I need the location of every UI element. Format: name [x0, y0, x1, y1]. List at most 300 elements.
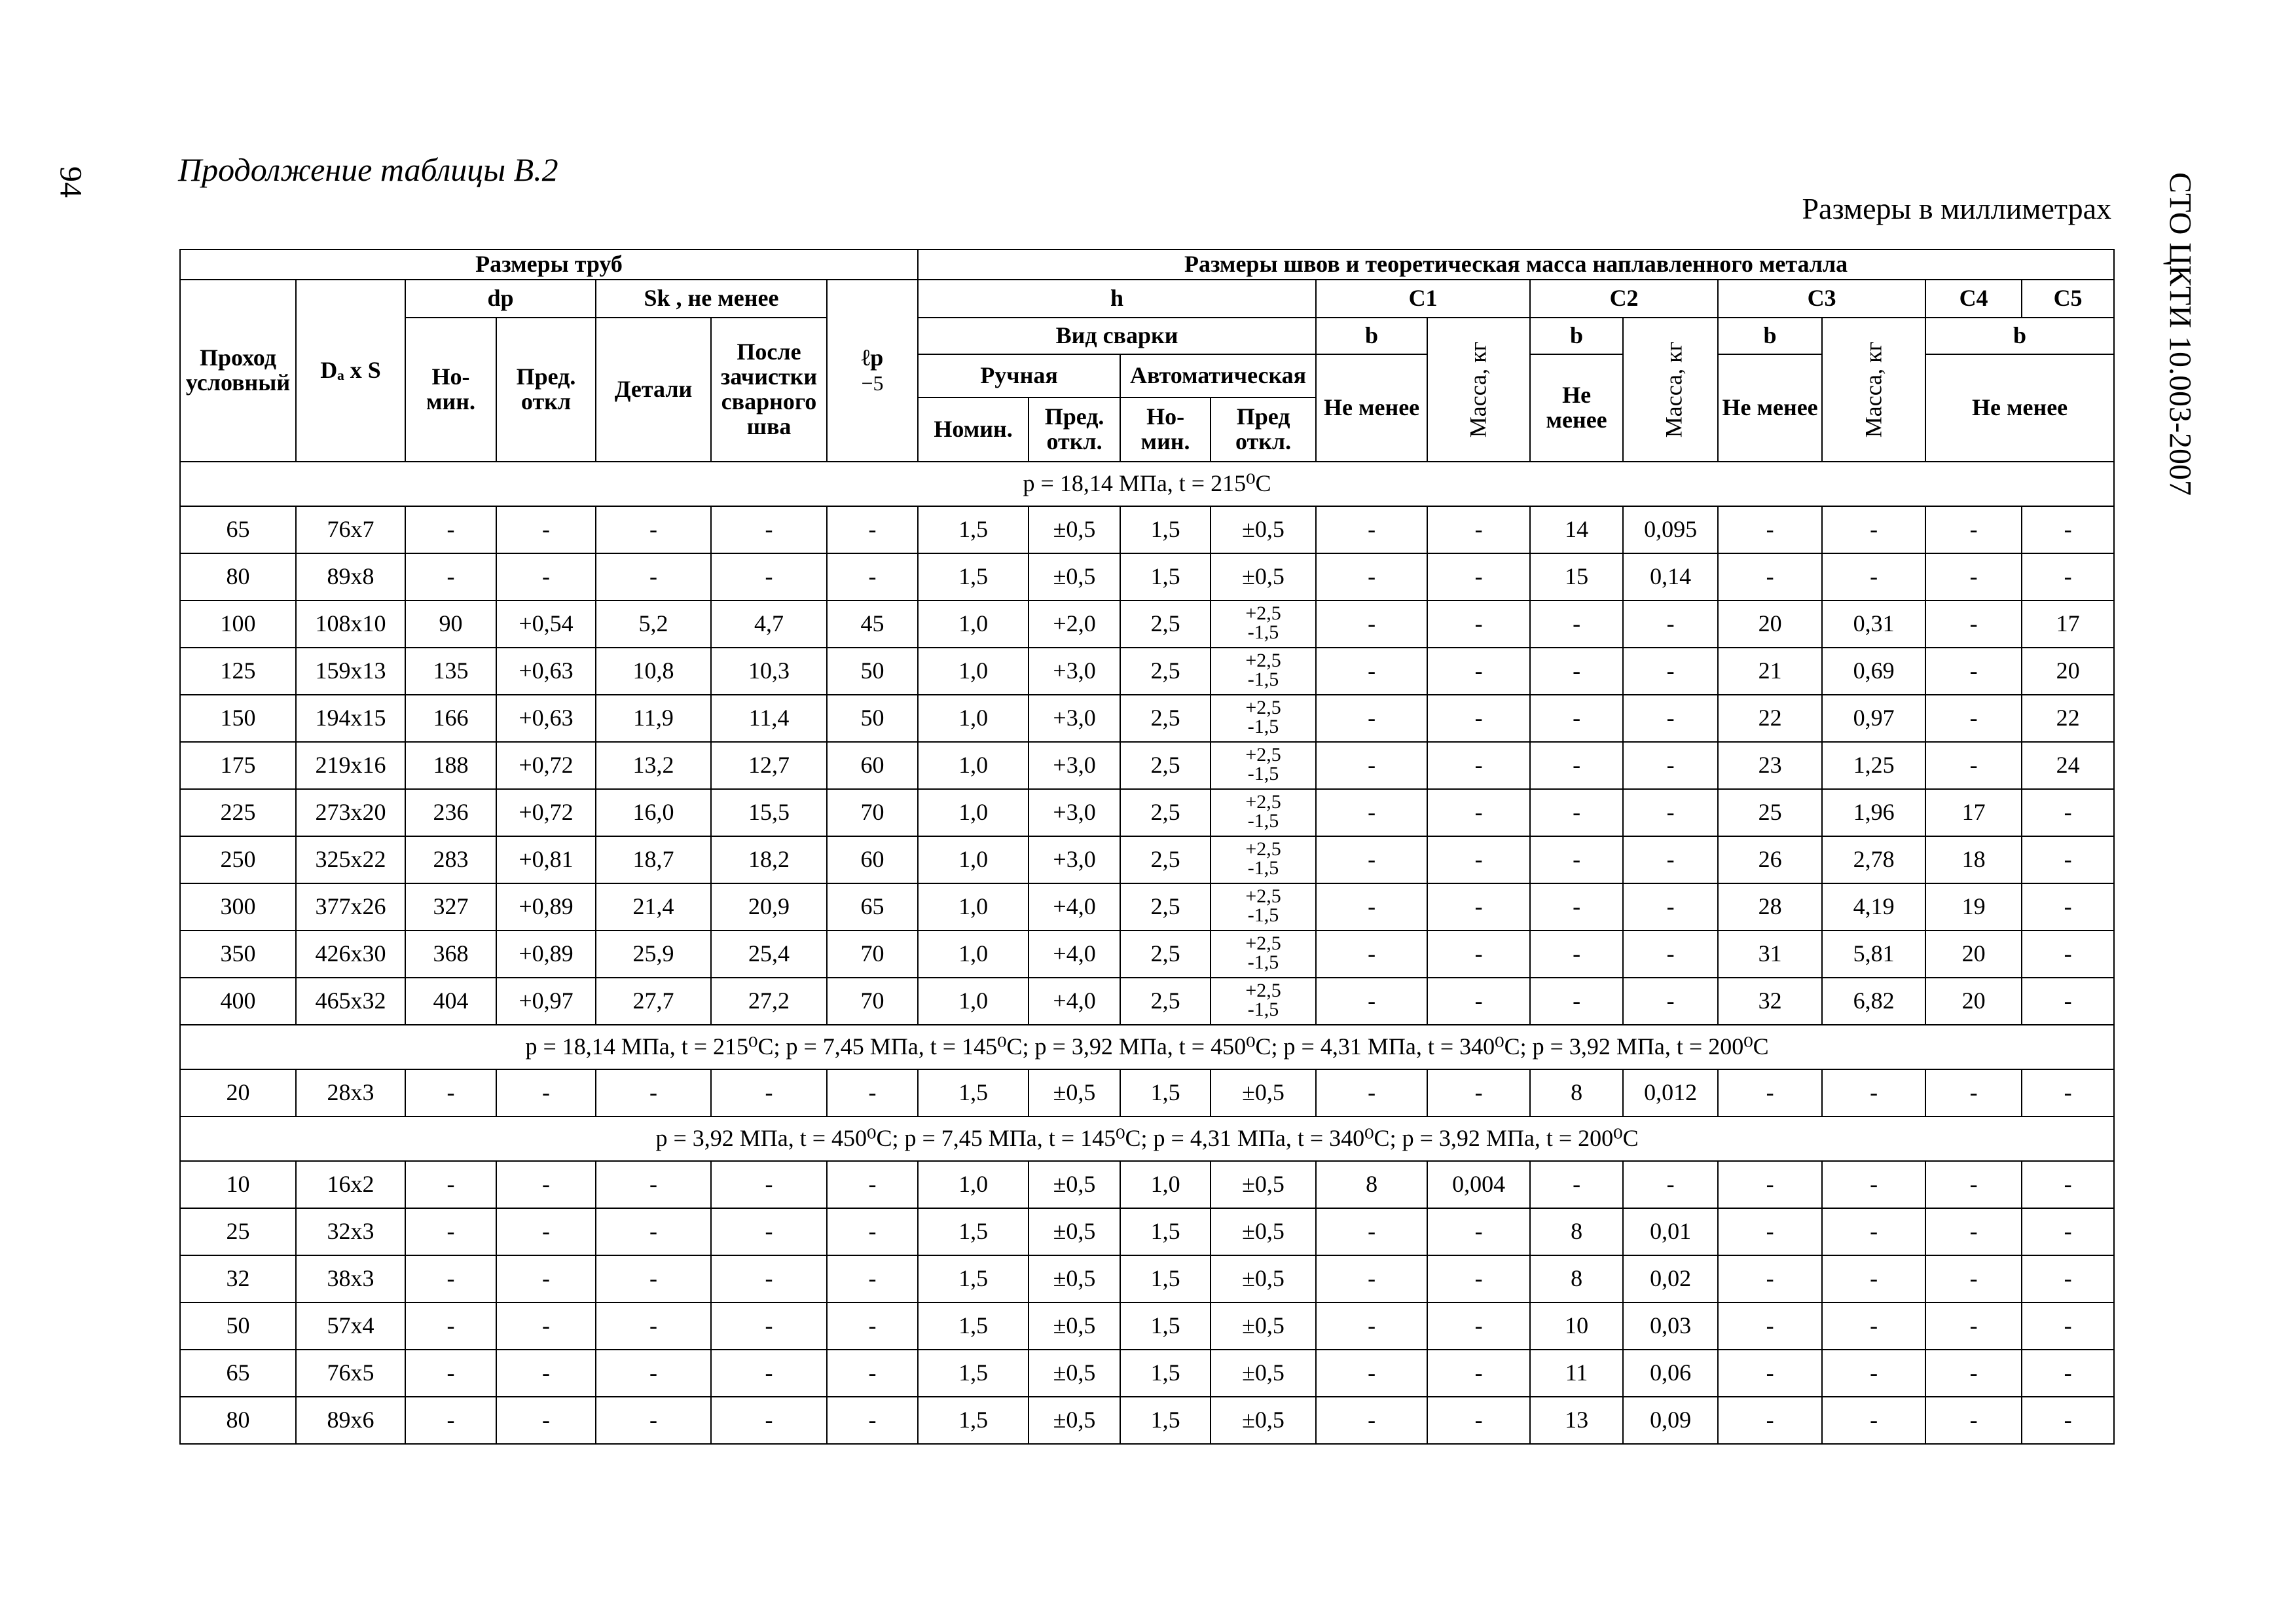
table-cell: -: [1925, 1255, 2022, 1302]
header-manual: Ручная: [918, 354, 1120, 397]
table-cell: 100: [180, 600, 296, 648]
table-cell: 225: [180, 789, 296, 836]
table-cell: 65: [180, 1350, 296, 1397]
header-pipe-dimensions: Размеры труб: [180, 249, 918, 280]
table-cell: -: [1427, 931, 1530, 978]
table-cell: -: [1822, 1208, 1925, 1255]
table-cell: -: [1530, 648, 1623, 695]
table-cell: 27,2: [711, 978, 827, 1025]
table-cell: -: [1623, 695, 1718, 742]
table-cell: 25,4: [711, 931, 827, 978]
table-cell: 1,5: [918, 553, 1029, 600]
table-cell: -: [1427, 1255, 1530, 1302]
table-cell: 70: [827, 931, 918, 978]
table-cell: -: [405, 1255, 496, 1302]
table-cell: -: [1427, 1350, 1530, 1397]
condition-text: p = 3,92 МПа, t = 450⁰С; p = 7,45 МПа, t = 145⁰С; p = 4,31 МПа, t = 340⁰С; p = 3,92 МПа, t = 200⁰С: [180, 1116, 2114, 1161]
standard-code: СТО ЦКТИ 10.003-2007: [2162, 172, 2198, 496]
table-cell: ±0,5: [1211, 1350, 1316, 1397]
table-cell: -: [596, 506, 711, 553]
header-c2-mass-label: Масса, кг: [1660, 341, 1687, 438]
table-cell: [1211, 789, 1316, 836]
header-lp-label: ℓр: [861, 344, 884, 371]
table-cell: -: [2022, 883, 2114, 931]
table-cell: +4,0: [1029, 931, 1120, 978]
table-cell: 8: [1316, 1161, 1427, 1208]
table-cell: ±0,5: [1029, 1255, 1120, 1302]
table-cell: ±0,5: [1211, 506, 1316, 553]
table-cell: -: [1822, 1255, 1925, 1302]
table-cell: +0,72: [496, 789, 596, 836]
tolerance-pair: +2,5 -1,5: [1245, 744, 1281, 784]
table-cell: -: [1427, 648, 1530, 695]
table-cell: -: [1427, 1397, 1530, 1444]
table-cell: 13,2: [596, 742, 711, 789]
table-cell: 18,2: [711, 836, 827, 883]
table-cell: 2,5: [1120, 836, 1211, 883]
header-automatic: Автоматическая: [1120, 354, 1316, 397]
table-cell: -: [1530, 742, 1623, 789]
table-cell: -: [405, 1069, 496, 1116]
table-cell: 350: [180, 931, 296, 978]
table-cell: 1,5: [918, 1350, 1029, 1397]
table-row: [180, 1161, 2114, 1208]
table-cell: 5,81: [1822, 931, 1925, 978]
table-cell: ±0,5: [1029, 1161, 1120, 1208]
table-cell: ±0,5: [1029, 1350, 1120, 1397]
table-cell: -: [1623, 789, 1718, 836]
table-cell: -: [1316, 742, 1427, 789]
table-cell: -: [596, 1069, 711, 1116]
table-cell: 60: [827, 836, 918, 883]
table-cell: -: [2022, 1255, 2114, 1302]
table-cell: 4,7: [711, 600, 827, 648]
table-cell: -: [405, 506, 496, 553]
table-cell: -: [1718, 1069, 1822, 1116]
table-cell: -: [1623, 1161, 1718, 1208]
table-cell: [1211, 600, 1316, 648]
table-cell: -: [496, 1255, 596, 1302]
table-cell: -: [827, 1397, 918, 1444]
table-cell: 20: [1925, 931, 2022, 978]
table-cell: 65: [827, 883, 918, 931]
table-cell: +3,0: [1029, 648, 1120, 695]
condition-row: [180, 1116, 2114, 1161]
table-cell: -: [1925, 1397, 2022, 1444]
table-cell: -: [1822, 1302, 1925, 1350]
table-cell: 1,5: [1120, 506, 1211, 553]
table-cell: -: [827, 1255, 918, 1302]
table-cell: -: [596, 1350, 711, 1397]
table-cell: 0,09: [1623, 1397, 1718, 1444]
table-cell: -: [496, 1350, 596, 1397]
table-row: [180, 1397, 2114, 1444]
table-cell: 45: [827, 600, 918, 648]
table-cell: 0,06: [1623, 1350, 1718, 1397]
table-cell: 1,0: [918, 1161, 1029, 1208]
table-cell: 32: [180, 1255, 296, 1302]
table-cell: 1,0: [918, 600, 1029, 648]
table-cell: -: [711, 506, 827, 553]
header-c1: C1: [1316, 280, 1530, 318]
header-c3-not-less: Не менее: [1718, 354, 1822, 462]
header-c2-not-less: Не менее: [1530, 354, 1623, 462]
table-cell: -: [596, 1208, 711, 1255]
table-cell: 65: [180, 506, 296, 553]
table-cell: -: [711, 1161, 827, 1208]
table-cell: 1,5: [1120, 1255, 1211, 1302]
table-cell: 22: [1718, 695, 1822, 742]
table-cell: -: [1427, 978, 1530, 1025]
table-cell: 0,01: [1623, 1208, 1718, 1255]
table-cell: 90: [405, 600, 496, 648]
table-cell: 2,5: [1120, 742, 1211, 789]
table-cell: 8: [1530, 1069, 1623, 1116]
table-cell: -: [496, 1397, 596, 1444]
table-cell: 166: [405, 695, 496, 742]
table-cell: 1,0: [918, 648, 1029, 695]
table-cell: -: [1530, 931, 1623, 978]
table-cell: 15: [1530, 553, 1623, 600]
table-cell: +2,0: [1029, 600, 1120, 648]
table-cell: +3,0: [1029, 836, 1120, 883]
table-cell: -: [1718, 1350, 1822, 1397]
table-cell: 11,9: [596, 695, 711, 742]
table-cell: -: [1718, 1397, 1822, 1444]
table-cell: 2,5: [1120, 789, 1211, 836]
table-cell: 20,9: [711, 883, 827, 931]
table-cell: [1211, 883, 1316, 931]
table-cell: -: [496, 553, 596, 600]
header-c1-b: b: [1316, 318, 1427, 354]
table-cell: 400: [180, 978, 296, 1025]
table-cell: 20: [180, 1069, 296, 1116]
table-cell: -: [405, 1208, 496, 1255]
table-cell: -: [1925, 695, 2022, 742]
table-cell: 20: [2022, 648, 2114, 695]
table-cell: -: [1925, 1350, 2022, 1397]
table-cell: -: [1822, 1350, 1925, 1397]
table-cell: -: [405, 1350, 496, 1397]
table-cell: -: [1718, 1208, 1822, 1255]
table-cell: 250: [180, 836, 296, 883]
table-cell: 1,5: [1120, 1397, 1211, 1444]
table-cell: -: [1925, 1302, 2022, 1350]
table-cell: -: [1316, 553, 1427, 600]
condition-text: p = 18,14 МПа, t = 215⁰С: [180, 462, 2114, 506]
table-row: [180, 1208, 2114, 1255]
table-cell: +0,54: [496, 600, 596, 648]
header-c1-mass: [1427, 318, 1530, 462]
table-cell: ±0,5: [1029, 553, 1120, 600]
table-continuation-title: Продолжение таблицы В.2: [178, 151, 558, 188]
table-cell: -: [1316, 506, 1427, 553]
table-cell: 18: [1925, 836, 2022, 883]
table-cell: -: [1718, 1302, 1822, 1350]
table-cell: 1,5: [1120, 1350, 1211, 1397]
table-cell: 273x20: [296, 789, 405, 836]
tolerance-pair: +2,5 -1,5: [1245, 650, 1281, 690]
table-cell: -: [1316, 695, 1427, 742]
table-cell: 0,004: [1427, 1161, 1530, 1208]
table-cell: -: [2022, 789, 2114, 836]
header-c3: C3: [1718, 280, 1925, 318]
table-cell: 2,5: [1120, 695, 1211, 742]
table-cell: -: [1925, 506, 2022, 553]
table-cell: 1,0: [918, 836, 1029, 883]
table-cell: -: [711, 1397, 827, 1444]
table-cell: -: [1427, 553, 1530, 600]
table-cell: -: [1822, 1397, 1925, 1444]
table-cell: -: [2022, 1397, 2114, 1444]
table-cell: 8: [1530, 1208, 1623, 1255]
table-cell: 1,0: [1120, 1161, 1211, 1208]
table-cell: 1,5: [918, 506, 1029, 553]
table-row: [180, 978, 2114, 1025]
table-cell: -: [2022, 1208, 2114, 1255]
table-cell: -: [1427, 742, 1530, 789]
table-cell: 2,5: [1120, 648, 1211, 695]
table-cell: ±0,5: [1029, 506, 1120, 553]
table-cell: -: [1316, 836, 1427, 883]
table-cell: 1,0: [918, 931, 1029, 978]
table-cell: -: [1427, 1208, 1530, 1255]
table-cell: 89x6: [296, 1397, 405, 1444]
table-cell: -: [827, 1069, 918, 1116]
table-cell: ±0,5: [1029, 1069, 1120, 1116]
header-c2: C2: [1530, 280, 1718, 318]
table-cell: 5,2: [596, 600, 711, 648]
header-sk-after-cleaning: После зачистки сварного шва: [711, 318, 827, 462]
header-c3-mass-label: Масса, кг: [1860, 341, 1887, 438]
table-cell: -: [1718, 1161, 1822, 1208]
table-cell: [1211, 836, 1316, 883]
table-cell: +4,0: [1029, 978, 1120, 1025]
table-row: [180, 789, 2114, 836]
table-row: [180, 931, 2114, 978]
table-cell: -: [1623, 742, 1718, 789]
table-cell: +0,89: [496, 931, 596, 978]
header-c3-b: b: [1718, 318, 1822, 354]
table-cell: 23: [1718, 742, 1822, 789]
header-sk-details: Детали: [596, 318, 711, 462]
table-cell: [1211, 648, 1316, 695]
table-cell: 465x32: [296, 978, 405, 1025]
table-cell: 28x3: [296, 1069, 405, 1116]
table-cell: -: [1822, 1161, 1925, 1208]
table-cell: ±0,5: [1211, 553, 1316, 600]
table-cell: -: [1623, 600, 1718, 648]
table-row: [180, 553, 2114, 600]
table-cell: 0,97: [1822, 695, 1925, 742]
table-cell: -: [711, 1302, 827, 1350]
table-cell: -: [1427, 836, 1530, 883]
condition-row: [180, 462, 2114, 506]
table-cell: 22: [2022, 695, 2114, 742]
table-cell: -: [1530, 695, 1623, 742]
table-cell: -: [1316, 1255, 1427, 1302]
table-cell: [1211, 931, 1316, 978]
header-c45-b: b: [1925, 318, 2114, 354]
table-cell: 1,96: [1822, 789, 1925, 836]
header-c45-not-less: Не менее: [1925, 354, 2114, 462]
header-weld-type: Вид сварки: [918, 318, 1316, 354]
table-cell: +0,63: [496, 695, 596, 742]
table-cell: -: [405, 1302, 496, 1350]
table-cell: -: [827, 1302, 918, 1350]
table-cell: 219x16: [296, 742, 405, 789]
table-cell: -: [1316, 978, 1427, 1025]
table-cell: ±0,5: [1029, 1302, 1120, 1350]
table-row: [180, 1302, 2114, 1350]
table-cell: -: [1623, 883, 1718, 931]
table-cell: -: [1623, 836, 1718, 883]
header-c5: C5: [2022, 280, 2114, 318]
table-cell: 1,5: [1120, 1069, 1211, 1116]
table-cell: -: [405, 1397, 496, 1444]
table-cell: 0,012: [1623, 1069, 1718, 1116]
table-cell: -: [1623, 931, 1718, 978]
table-cell: 15,5: [711, 789, 827, 836]
table-cell: 377x26: [296, 883, 405, 931]
table-cell: -: [1316, 1069, 1427, 1116]
table-cell: 135: [405, 648, 496, 695]
header-sk: Sk , не менее: [596, 280, 827, 318]
table-cell: -: [1530, 883, 1623, 931]
table-cell: 70: [827, 978, 918, 1025]
table-row: [180, 600, 2114, 648]
table-cell: 89x8: [296, 553, 405, 600]
table-cell: 1,0: [918, 742, 1029, 789]
table-cell: -: [1925, 1161, 2022, 1208]
table-cell: 80: [180, 1397, 296, 1444]
table-cell: -: [1925, 553, 2022, 600]
table-cell: -: [1427, 506, 1530, 553]
tolerance-pair: +2,5 -1,5: [1245, 791, 1281, 832]
tolerance-pair: +2,5 -1,5: [1245, 838, 1281, 879]
header-auto-nomin: Но-мин.: [1120, 397, 1211, 462]
header-lp-tolerance: −5: [861, 371, 884, 395]
table-cell: -: [1718, 506, 1822, 553]
table-cell: 25: [1718, 789, 1822, 836]
table-cell: -: [827, 1350, 918, 1397]
table-cell: +0,89: [496, 883, 596, 931]
table-cell: -: [596, 1397, 711, 1444]
table-row: [180, 883, 2114, 931]
table-cell: 2,5: [1120, 978, 1211, 1025]
table-cell: 50: [180, 1302, 296, 1350]
table-cell: 26: [1718, 836, 1822, 883]
table-cell: 10,8: [596, 648, 711, 695]
table-cell: -: [2022, 506, 2114, 553]
table-cell: 6,82: [1822, 978, 1925, 1025]
table-cell: -: [1925, 648, 2022, 695]
table-row: [180, 695, 2114, 742]
table-cell: ±0,5: [1211, 1397, 1316, 1444]
table-cell: -: [2022, 978, 2114, 1025]
units-note: Размеры в миллиметрах: [1802, 192, 2111, 225]
header-dp: dр: [405, 280, 596, 318]
condition-row: [180, 1025, 2114, 1069]
table-cell: 125: [180, 648, 296, 695]
table-cell: 1,5: [918, 1255, 1029, 1302]
table-cell: 300: [180, 883, 296, 931]
table-cell: -: [2022, 931, 2114, 978]
table-cell: 16x2: [296, 1161, 405, 1208]
header-da-x-s: Dₐ x S: [296, 280, 405, 462]
table-cell: 2,78: [1822, 836, 1925, 883]
table-cell: -: [827, 1208, 918, 1255]
table-cell: -: [1316, 1208, 1427, 1255]
table-cell: -: [1427, 600, 1530, 648]
table-cell: 70: [827, 789, 918, 836]
table-cell: 325x22: [296, 836, 405, 883]
table-cell: 159x13: [296, 648, 405, 695]
table-row: [180, 742, 2114, 789]
table-cell: -: [405, 553, 496, 600]
header-seam-dimensions: Размеры швов и теоретическая масса наплавленного металла: [918, 249, 2114, 280]
table-cell: 13: [1530, 1397, 1623, 1444]
table-cell: -: [1316, 1302, 1427, 1350]
table-cell: 18,7: [596, 836, 711, 883]
table-cell: 0,02: [1623, 1255, 1718, 1302]
table-cell: -: [496, 1302, 596, 1350]
table-cell: 236: [405, 789, 496, 836]
table-cell: 28: [1718, 883, 1822, 931]
table-cell: 327: [405, 883, 496, 931]
table-cell: -: [1925, 742, 2022, 789]
table-cell: -: [1925, 600, 2022, 648]
table-cell: -: [496, 1069, 596, 1116]
table-cell: ±0,5: [1211, 1161, 1316, 1208]
table-cell: -: [1718, 1255, 1822, 1302]
table-row: [180, 1069, 2114, 1116]
table-cell: ±0,5: [1029, 1208, 1120, 1255]
table-cell: -: [1427, 1069, 1530, 1116]
header-manual-nomin: Номин.: [918, 397, 1029, 462]
table-cell: 1,25: [1822, 742, 1925, 789]
table-cell: -: [1316, 883, 1427, 931]
table-cell: 32: [1718, 978, 1822, 1025]
table-body: [180, 462, 2114, 1444]
table-cell: 368: [405, 931, 496, 978]
table-cell: -: [596, 1255, 711, 1302]
table-cell: 1,5: [918, 1397, 1029, 1444]
table-row: [180, 648, 2114, 695]
table-cell: 19: [1925, 883, 2022, 931]
table-cell: [1211, 742, 1316, 789]
table-row: [180, 506, 2114, 553]
table-cell: -: [1316, 789, 1427, 836]
table-cell: +0,81: [496, 836, 596, 883]
table-cell: -: [1316, 648, 1427, 695]
table-cell: -: [1718, 553, 1822, 600]
table-cell: -: [1530, 600, 1623, 648]
table-cell: 108x10: [296, 600, 405, 648]
table-cell: 25,9: [596, 931, 711, 978]
table-cell: 1,0: [918, 978, 1029, 1025]
table-cell: -: [596, 1161, 711, 1208]
table-cell: 38x3: [296, 1255, 405, 1302]
table-cell: -: [1925, 1208, 2022, 1255]
table-cell: 60: [827, 742, 918, 789]
table-cell: ±0,5: [1211, 1302, 1316, 1350]
table-cell: -: [1623, 978, 1718, 1025]
table-cell: -: [827, 553, 918, 600]
table-cell: 21,4: [596, 883, 711, 931]
table-cell: -: [1427, 883, 1530, 931]
table-cell: 21: [1718, 648, 1822, 695]
